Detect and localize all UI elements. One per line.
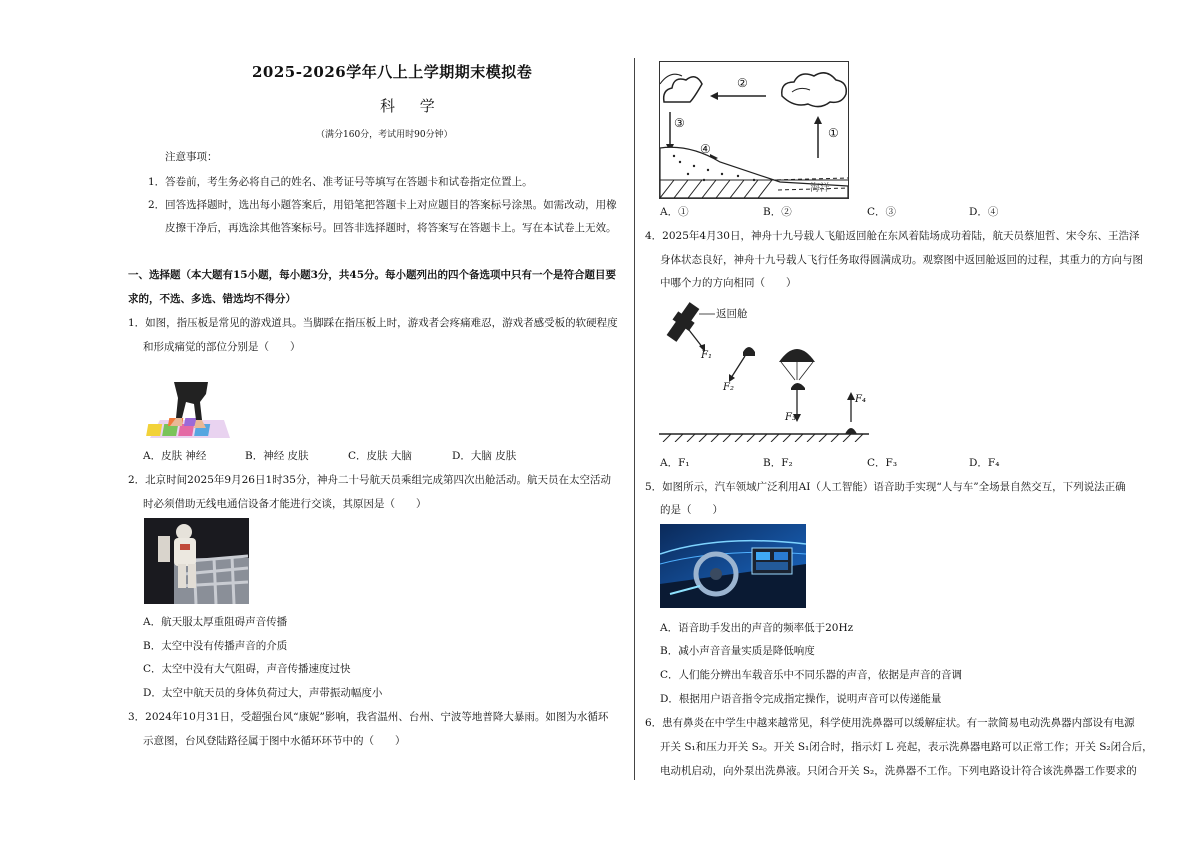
q5-option-a[interactable]: A．语音助手发出的声音的频率低于20Hz — [660, 622, 854, 634]
q4-stem-line3: 中哪个力的方向相同（ ） — [660, 277, 797, 289]
q4-option-c[interactable]: C．F₃ — [867, 457, 898, 469]
q4-option-b[interactable]: B．F₂ — [763, 457, 793, 469]
q2-stem-line1: 2．北京时间2025年9月26日1时35分，神舟二十号航天员乘组完成第四次出舱活动。航天员在太空活动 — [128, 474, 611, 486]
q2-option-d[interactable]: D．太空中航天员的身体负荷过大，声带振动幅度小 — [143, 687, 383, 699]
q5-option-d[interactable]: D．根据用户语音指令完成指定操作，说明声音可以传递能量 — [660, 693, 942, 705]
q4-stem-line1: 4．2025年4月30日，神舟十九号载人飞船返回舱在东风着陆场成功着陆，航天员蔡旭哲、宋令东、王浩泽 — [645, 230, 1140, 242]
q2-option-a[interactable]: A．航天服太厚重阻碍声音传播 — [143, 616, 288, 628]
q6-stem-line3: 电动机启动，向外泵出洗鼻液。只闭合开关 S₂，洗鼻器不工作。下列电路设计符合该洗鼻器工作要求的 — [660, 765, 1137, 777]
q3-option-d[interactable]: D．④ — [969, 206, 999, 218]
q3-option-b[interactable]: B．② — [763, 206, 792, 218]
q1-option-d[interactable]: D．大脑 皮肤 — [452, 450, 517, 462]
notice-item-1: 1．答卷前，考生务必将自己的姓名、准考证号等填写在答题卡和试卷指定位置上。 — [148, 176, 533, 188]
q3-option-a[interactable]: A．① — [660, 206, 689, 218]
q1-option-b[interactable]: B．神经 皮肤 — [245, 450, 309, 462]
column-divider — [634, 58, 635, 780]
q5-stem-line2: 的是（ ） — [660, 504, 723, 516]
q6-stem-line2: 开关 S₁和压力开关 S₂。开关 S₁闭合时，指示灯 L 亮起，表示洗鼻器电路可以正常工作；开关 S₂闭合后， — [660, 741, 1153, 753]
q5-stem-line1: 5．如图所示，汽车领域广泛利用AI（人工智能）语音助手实现“人与车”全场景自然交互，下列说法正确 — [645, 481, 1126, 493]
label-circle-4: ④ — [700, 142, 711, 156]
notice-item-2-line2: 皮擦干净后，再选涂其他答案标号。回答非选择题时，将答案写在答题卡上。写在本试卷上无效。 — [165, 222, 617, 234]
q3-stem-line1: 3．2024年10月31日，受超强台风“康妮”影响，我省温州、台州、宁波等地普降大暴雨。如图为水循环 — [128, 711, 609, 723]
q4-stem-line2: 身体状态良好，神舟十九号载人飞行任务取得圆满成功。观察图中返回舱返回的过程，其重力的方向与图 — [660, 254, 1143, 266]
notice-heading: 注意事项： — [165, 151, 218, 163]
q4-option-a[interactable]: A．F₁ — [660, 457, 690, 469]
notice-item-2-line1: 2．回答选择题时，选出每小题答案后，用铅笔把答题卡上对应题目的答案标号涂黑。如需改动，用橡 — [148, 199, 617, 211]
score-note: （满分160分，考试用时90分钟） — [316, 130, 453, 140]
label-circle-1: ① — [828, 126, 839, 140]
q4-option-d[interactable]: D．F₄ — [969, 457, 1000, 469]
car-ai-dashboard-image — [660, 524, 806, 608]
force-f1-label: F₁ — [701, 350, 712, 361]
q1-stem-line2: 和形成痛觉的部位分别是（ ） — [143, 341, 301, 353]
q5-option-b[interactable]: B．减小声音音量实质是降低响度 — [660, 645, 815, 657]
water-cycle-diagram — [659, 61, 849, 199]
q5-option-c[interactable]: C．人们能分辨出车载音乐中不同乐器的声音，依据是声音的音调 — [660, 669, 963, 681]
acupressure-mat-image — [146, 380, 230, 440]
q6-stem-line1: 6．患有鼻炎在中学生中越来越常见，科学使用洗鼻器可以缓解症状。有一款简易电动洗鼻器内部设有电源 — [645, 717, 1135, 729]
q3-stem-line2: 示意图，台风登陆路径属于图中水循环环节中的（ ） — [143, 735, 406, 747]
section-heading-line2: 求的，不选、多选、错选均不得分） — [128, 293, 296, 305]
force-f4-label: F₄ — [855, 394, 866, 405]
q3-option-c[interactable]: C．③ — [867, 206, 897, 218]
capsule-label: 返回舱 — [716, 308, 748, 320]
astronaut-spacewalk-image — [144, 518, 249, 604]
force-f3-label: F₃ — [785, 412, 796, 423]
label-circle-2: ② — [737, 76, 748, 90]
q1-option-c[interactable]: C．皮肤 大脑 — [348, 450, 412, 462]
section-heading-line1: 一、选择题（本大题有15小题，每小题3分，共45分。每小题列出的四个备选项中只有一个是符合题目要 — [128, 269, 617, 281]
q1-stem-line1: 1．如图，指压板是常见的游戏道具。当脚踩在指压板上时，游戏者会疼痛难忍，游戏者感受板的软硬程度 — [128, 317, 618, 329]
return-capsule-diagram — [659, 300, 869, 442]
force-f2-label: F₂ — [723, 382, 734, 393]
q2-option-c[interactable]: C．太空中没有大气阻碍，声音传播速度过快 — [143, 663, 351, 675]
label-circle-3: ③ — [674, 116, 685, 130]
exam-title: 2025-2026学年八上上学期期末模拟卷 — [252, 63, 533, 81]
q2-option-b[interactable]: B．太空中没有传播声音的介质 — [143, 640, 288, 652]
subject-title: 科 学 — [380, 97, 445, 115]
q2-stem-line2: 时必须借助无线电通信设备才能进行交谈，其原因是（ ） — [143, 498, 427, 510]
label-ocean: 海洋 — [810, 183, 830, 194]
q1-option-a[interactable]: A．皮肤 神经 — [143, 450, 207, 462]
